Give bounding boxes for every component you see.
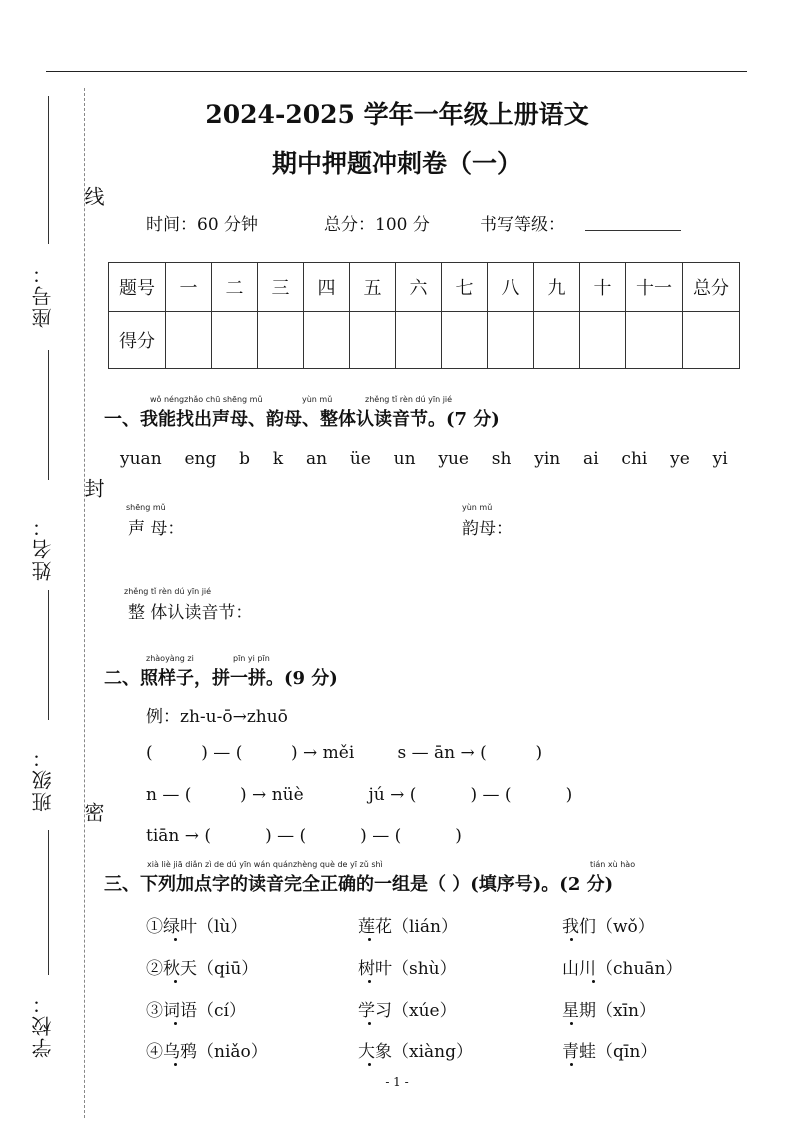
score-cell[interactable]: [304, 312, 350, 369]
q3-option-3c: 星期（xīn）: [562, 1001, 656, 1021]
q3-option-1c: 我们（wǒ）: [562, 917, 655, 937]
row-label-cell: 得分: [109, 312, 166, 369]
score-cell[interactable]: [166, 312, 212, 369]
class-label: 班级：: [31, 746, 55, 812]
q3-option-4a: ④乌鸦（niǎo）: [146, 1042, 268, 1062]
emphasis-dot: [570, 1022, 573, 1025]
score-cell[interactable]: [626, 312, 683, 369]
zhengti-label: 整 体认读音节：: [128, 603, 253, 623]
emphasis-dot: [368, 938, 371, 941]
pinyin-annotation: yùn mǔ: [462, 503, 493, 512]
emphasis-dot: [368, 1063, 371, 1066]
header-cell: 一: [166, 263, 212, 312]
exam-time: 时间：60 分钟: [146, 215, 259, 235]
exam-total: 总分：100 分: [324, 215, 430, 235]
score-cell[interactable]: [350, 312, 396, 369]
page-title: 2024-2025 学年一年级上册语文: [205, 100, 589, 129]
seal-feng: 封: [81, 478, 105, 498]
emphasis-dot: [368, 980, 371, 983]
score-cell[interactable]: [534, 312, 580, 369]
table-row: [109, 263, 740, 312]
seat-label: 座号：: [31, 262, 55, 328]
q3-option-2c: 山川（chuān）: [562, 959, 683, 979]
q2-row-3[interactable]: tiān → ( ) — ( ) — ( ): [146, 826, 462, 846]
pinyin-annotation: xià liè jiā diǎn zì de dú yīn wán quánzhèng què de yī zǔ shì: [147, 860, 383, 869]
side-rule: [48, 590, 49, 720]
q3-option-2a: ②秋天（qiū）: [146, 959, 259, 979]
emphasis-dot: [368, 1022, 371, 1025]
side-rule: [48, 350, 49, 480]
header-cell: 总分: [683, 263, 740, 312]
q3-option-4c: 青蛙（qīn）: [562, 1042, 658, 1062]
emphasis-dot: [174, 1022, 177, 1025]
question-2-title: 二、照样子，拼一拼。(9 分): [104, 668, 338, 689]
header-cell: 十一: [626, 263, 683, 312]
score-cell[interactable]: [683, 312, 740, 369]
name-label: 姓名：: [31, 515, 55, 581]
pinyin-annotation: shēng mǔ: [126, 503, 166, 512]
q3-option-4b: 大象（xiàng）: [358, 1042, 473, 1062]
header-cell: 五: [350, 263, 396, 312]
question-1-title: 一、我能找出声母、韵母、整体认读音节。(7 分): [104, 409, 500, 430]
writing-grade-field[interactable]: [585, 230, 681, 231]
score-cell[interactable]: [442, 312, 488, 369]
q3-option-1a: ①绿叶（lù）: [146, 917, 248, 937]
header-cell: 十: [580, 263, 626, 312]
header-cell: 八: [488, 263, 534, 312]
header-cell: 三: [258, 263, 304, 312]
header-cell: 四: [304, 263, 350, 312]
emphasis-dot: [174, 938, 177, 941]
score-cell[interactable]: [488, 312, 534, 369]
yunmu-label: 韵母：: [462, 519, 513, 539]
top-rule: [46, 71, 747, 72]
table-row: [109, 312, 740, 369]
shengmu-label: 声 母：: [128, 519, 185, 539]
pinyin-annotation: tián xù hào: [590, 860, 636, 869]
header-cell: 二: [212, 263, 258, 312]
writing-grade-label: 书写等级：: [480, 215, 565, 235]
pinyin-annotation: zhěng tǐ rèn dú yīn jié: [124, 587, 212, 596]
q3-option-2b: 树叶（shù）: [358, 959, 457, 979]
question-3-title: 三、下列加点字的读音完全正确的一组是（ ）(填序号)。(2 分): [104, 874, 614, 895]
score-table: [108, 262, 740, 369]
q3-option-1b: 莲花（lián）: [358, 917, 458, 937]
score-cell[interactable]: [580, 312, 626, 369]
score-cell[interactable]: [258, 312, 304, 369]
pinyin-annotation: wǒ néngzhǎo chū shēng mǔ: [150, 395, 263, 404]
binding-line: [84, 88, 85, 1118]
q3-option-3a: ③词语（cí）: [146, 1001, 246, 1021]
page-number: - 1 -: [385, 1075, 409, 1089]
pinyin-annotation: zhěng tǐ rèn dú yīn jié: [365, 395, 453, 404]
side-rule: [48, 830, 49, 975]
seal-mi: 密: [81, 802, 105, 822]
header-cell: 题号: [109, 263, 166, 312]
seal-xian: 线: [81, 186, 105, 206]
emphasis-dot: [174, 980, 177, 983]
school-label: 学校：: [31, 992, 55, 1058]
pinyin-annotation: yùn mǔ: [302, 395, 333, 404]
score-cell[interactable]: [212, 312, 258, 369]
q1-items: yuan eng b k an üe un yue sh yin ai chi ye yi: [120, 449, 728, 469]
pinyin-annotation: pīn yi pīn: [233, 654, 270, 663]
q2-example: 例：zh-u-ō→zhuō: [146, 707, 288, 727]
header-cell: 九: [534, 263, 580, 312]
q2-row-2[interactable]: n — ( ) → nüè jú → ( ) — ( ): [146, 785, 573, 805]
emphasis-dot: [174, 1063, 177, 1066]
emphasis-dot: [570, 938, 573, 941]
q3-option-3b: 学习（xúe）: [358, 1001, 457, 1021]
score-cell[interactable]: [396, 312, 442, 369]
header-cell: 七: [442, 263, 488, 312]
q2-row-1[interactable]: ( ) — ( ) → měi s — ān → ( ): [146, 743, 543, 763]
emphasis-dot: [570, 1063, 573, 1066]
page-subtitle: 期中押题冲刺卷（一）: [271, 149, 522, 178]
pinyin-annotation: zhàoyàng zi: [146, 654, 194, 663]
emphasis-dot: [592, 980, 595, 983]
header-cell: 六: [396, 263, 442, 312]
